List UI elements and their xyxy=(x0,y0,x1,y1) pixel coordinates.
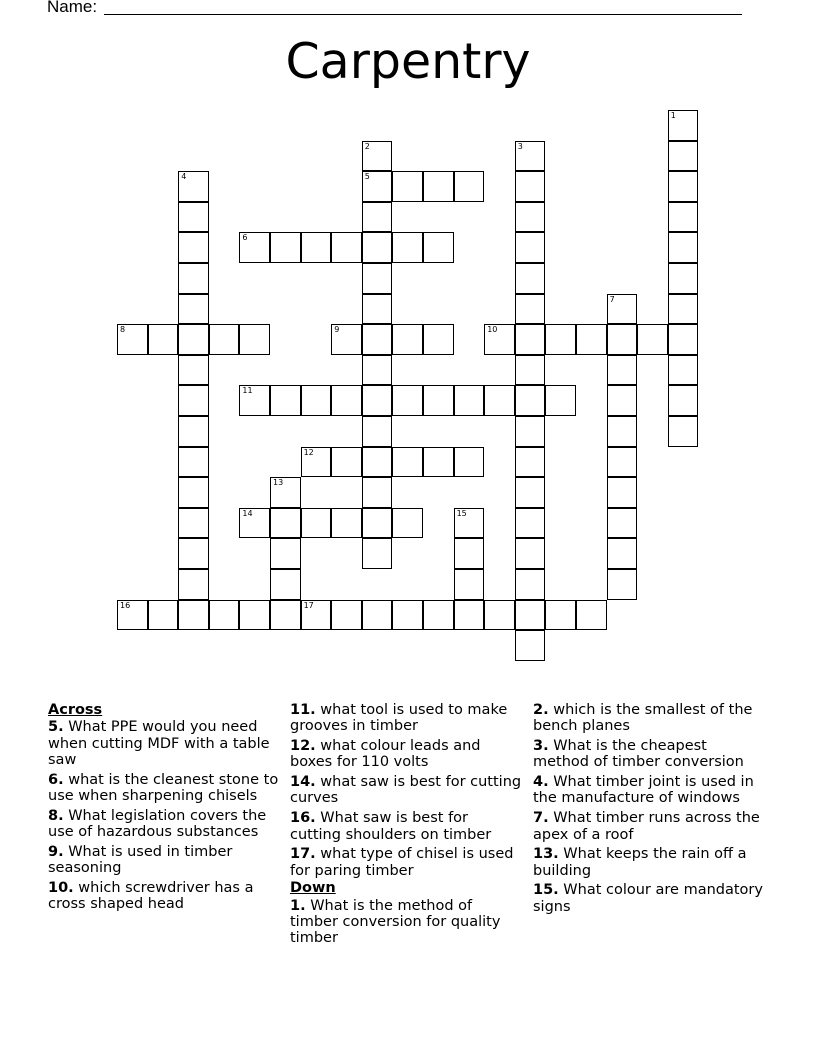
grid-cell[interactable] xyxy=(331,324,362,355)
clue-number: 10. xyxy=(48,879,74,896)
grid-cell[interactable] xyxy=(668,110,699,141)
grid-cell[interactable] xyxy=(515,232,546,263)
grid-cell[interactable] xyxy=(270,385,301,416)
clue-number-label: 1 xyxy=(670,111,676,120)
clue-text: What saw is best for cutting shoulders on timber xyxy=(290,810,492,843)
grid-cell[interactable] xyxy=(362,355,393,386)
grid-cell[interactable] xyxy=(362,202,393,233)
clue-item xyxy=(533,774,765,807)
grid-cell[interactable] xyxy=(607,477,638,508)
grid-cell[interactable] xyxy=(392,171,423,202)
clue-number: 11. xyxy=(290,702,316,718)
grid-cell[interactable] xyxy=(668,355,699,386)
grid-cell[interactable] xyxy=(239,324,270,355)
grid-cell[interactable] xyxy=(668,324,699,355)
grid-cell[interactable] xyxy=(545,600,576,631)
clue-number-label: 11 xyxy=(242,386,253,396)
grid-cell[interactable] xyxy=(423,171,454,202)
clue-number-label: 14 xyxy=(242,508,253,518)
clue-text: what saw is best for cutting curves xyxy=(290,774,522,807)
clue-text: What colour are mandatory signs xyxy=(533,882,763,915)
grid-cell[interactable] xyxy=(668,294,699,325)
clue-item xyxy=(48,772,280,805)
grid-cell[interactable] xyxy=(178,171,209,202)
grid-cell[interactable] xyxy=(178,324,209,355)
grid-cell[interactable] xyxy=(362,324,393,355)
clue-number-label: 9 xyxy=(334,325,340,335)
grid-cell[interactable] xyxy=(178,355,209,386)
grid-cell[interactable] xyxy=(515,141,546,172)
clue-column-3 xyxy=(533,702,765,919)
puzzle-title: Carpentry xyxy=(285,33,531,90)
grid-cell[interactable] xyxy=(362,385,393,416)
grid-cell[interactable] xyxy=(423,232,454,263)
grid-cell[interactable] xyxy=(362,447,393,478)
clue-number: 15. xyxy=(533,882,559,899)
grid-cell[interactable] xyxy=(515,416,546,447)
grid-cell[interactable] xyxy=(668,385,699,416)
grid-cell[interactable] xyxy=(178,263,209,294)
clue-text: What PPE would you need when cutting MDF with a table saw xyxy=(48,719,270,768)
grid-cell[interactable] xyxy=(331,447,362,478)
clue-number: 16. xyxy=(290,810,316,827)
grid-cell[interactable] xyxy=(362,416,393,447)
down-heading: Down xyxy=(290,880,336,897)
grid-cell[interactable] xyxy=(270,569,301,600)
grid-cell[interactable] xyxy=(178,600,209,631)
clue-column-2 xyxy=(290,702,522,950)
clue-text: What legislation covers the use of hazardous substances xyxy=(48,807,267,841)
clue-item xyxy=(290,810,522,843)
grid-cell[interactable] xyxy=(362,141,393,172)
grid-cell[interactable] xyxy=(484,600,515,631)
grid-cell[interactable] xyxy=(515,263,546,294)
clue-item xyxy=(48,808,280,841)
clue-number-label: 6 xyxy=(242,233,248,243)
grid-cell[interactable] xyxy=(392,447,423,478)
grid-cell[interactable] xyxy=(209,324,240,355)
grid-cell[interactable] xyxy=(576,324,607,355)
grid-cell[interactable] xyxy=(331,385,362,416)
grid-cell[interactable] xyxy=(454,600,485,631)
clue-item xyxy=(48,880,280,913)
grid-cell[interactable] xyxy=(637,324,668,355)
grid-cell[interactable] xyxy=(607,538,638,569)
clue-number: 4. xyxy=(533,774,549,791)
clue-number-label: 12 xyxy=(303,447,314,457)
grid-cell[interactable] xyxy=(117,600,148,631)
grid-cell[interactable] xyxy=(362,263,393,294)
grid-cell[interactable] xyxy=(545,385,576,416)
clue-number: 13. xyxy=(533,846,559,863)
clue-number-label: 2 xyxy=(364,141,370,151)
grid-cell[interactable] xyxy=(270,477,301,508)
clue-text: what colour leads and boxes for 110 volts xyxy=(290,738,481,771)
grid-cell[interactable] xyxy=(515,630,546,661)
clue-item xyxy=(533,846,765,879)
grid-cell[interactable] xyxy=(515,171,546,202)
clue-item xyxy=(290,738,522,771)
grid-cell[interactable] xyxy=(392,600,423,631)
grid-cell[interactable] xyxy=(607,447,638,478)
clue-number-label: 3 xyxy=(517,141,523,151)
grid-cell[interactable] xyxy=(270,508,301,539)
grid-cell[interactable] xyxy=(607,569,638,600)
grid-cell[interactable] xyxy=(607,508,638,539)
grid-cell[interactable] xyxy=(668,263,699,294)
clue-text: what type of chisel is used for paring timber xyxy=(290,846,514,879)
clue-number: 8. xyxy=(48,807,64,824)
clue-item xyxy=(290,702,522,735)
grid-cell[interactable] xyxy=(178,447,209,478)
clue-text: What is used in timber seasoning xyxy=(48,843,233,877)
grid-cell[interactable] xyxy=(454,447,485,478)
grid-cell[interactable] xyxy=(362,538,393,569)
grid-cell[interactable] xyxy=(301,232,332,263)
grid-cell[interactable] xyxy=(484,324,515,355)
grid-cell[interactable] xyxy=(515,294,546,325)
grid-cell[interactable] xyxy=(392,508,423,539)
grid-cell[interactable] xyxy=(178,416,209,447)
clue-column-1 xyxy=(48,702,280,916)
grid-cell[interactable] xyxy=(607,355,638,386)
grid-cell[interactable] xyxy=(239,385,270,416)
clue-text: which is the smallest of the bench planes xyxy=(533,702,753,735)
clue-item xyxy=(533,702,765,735)
grid-cell[interactable] xyxy=(454,508,485,539)
grid-cell[interactable] xyxy=(515,538,546,569)
clue-item xyxy=(48,844,280,877)
grid-cell[interactable] xyxy=(392,324,423,355)
grid-cell[interactable] xyxy=(362,477,393,508)
grid-cell[interactable] xyxy=(668,416,699,447)
clue-item xyxy=(290,898,522,947)
grid-cell[interactable] xyxy=(454,569,485,600)
clue-number-label: 13 xyxy=(273,478,284,488)
grid-cell[interactable] xyxy=(545,324,576,355)
grid-cell[interactable] xyxy=(270,538,301,569)
grid-cell[interactable] xyxy=(178,538,209,569)
grid-cell[interactable] xyxy=(668,141,699,172)
clue-number: 5. xyxy=(48,719,64,736)
clue-item xyxy=(290,846,522,879)
grid-cell[interactable] xyxy=(515,569,546,600)
clue-text: What keeps the rain off a building xyxy=(533,846,747,879)
clue-number: 3. xyxy=(533,738,549,755)
clue-number: 6. xyxy=(48,771,64,788)
clue-text: What timber joint is used in the manufacture of windows xyxy=(533,774,754,807)
clue-number-label: 5 xyxy=(364,172,370,182)
clue-number-label: 7 xyxy=(609,294,615,304)
grid-cell[interactable] xyxy=(515,600,546,631)
grid-cell[interactable] xyxy=(148,600,179,631)
grid-cell[interactable] xyxy=(178,385,209,416)
grid-cell[interactable] xyxy=(515,324,546,355)
clue-text: what is the cleanest stone to use when sharpening chisels xyxy=(48,771,279,804)
grid-cell[interactable] xyxy=(392,385,423,416)
clue-number-label: 8 xyxy=(120,325,126,335)
grid-cell[interactable] xyxy=(454,385,485,416)
grid-cell[interactable] xyxy=(270,232,301,263)
grid-cell[interactable] xyxy=(117,324,148,355)
grid-cell[interactable] xyxy=(301,385,332,416)
across-heading: Across xyxy=(48,702,103,718)
clue-number: 7. xyxy=(533,810,549,827)
clue-text: What timber runs across the apex of a roof xyxy=(533,810,760,843)
grid-cell[interactable] xyxy=(178,569,209,600)
grid-cell[interactable] xyxy=(178,294,209,325)
grid-cell[interactable] xyxy=(454,538,485,569)
grid-cell[interactable] xyxy=(178,202,209,233)
clue-number-label: 4 xyxy=(181,172,187,182)
grid-cell[interactable] xyxy=(515,447,546,478)
clue-text: What is the method of timber conversion for quality timber xyxy=(290,897,501,947)
grid-cell[interactable] xyxy=(668,232,699,263)
clue-number: 12. xyxy=(290,738,316,755)
grid-cell[interactable] xyxy=(362,171,393,202)
grid-cell[interactable] xyxy=(607,416,638,447)
grid-cell[interactable] xyxy=(484,385,515,416)
grid-cell[interactable] xyxy=(362,600,393,631)
grid-cell[interactable] xyxy=(515,477,546,508)
grid-cell[interactable] xyxy=(607,294,638,325)
grid-cell[interactable] xyxy=(454,171,485,202)
grid-cell[interactable] xyxy=(362,232,393,263)
clue-number-label: 16 xyxy=(120,600,131,610)
grid-cell[interactable] xyxy=(239,508,270,539)
grid-cell[interactable] xyxy=(423,385,454,416)
clue-number: 9. xyxy=(48,843,64,860)
clue-number-label: 15 xyxy=(456,508,467,518)
clue-number-label: 17 xyxy=(303,600,314,610)
clue-item xyxy=(48,719,280,768)
grid-cell[interactable] xyxy=(576,600,607,631)
grid-cell[interactable] xyxy=(148,324,179,355)
grid-cell[interactable] xyxy=(362,508,393,539)
grid-cell[interactable] xyxy=(423,600,454,631)
grid-cell[interactable] xyxy=(668,171,699,202)
clue-text: what tool is used to make grooves in timber xyxy=(290,702,508,735)
grid-cell[interactable] xyxy=(209,600,240,631)
clue-text: which screwdriver has a cross shaped head xyxy=(48,879,254,913)
grid-cell[interactable] xyxy=(301,508,332,539)
grid-cell[interactable] xyxy=(331,232,362,263)
grid-cell[interactable] xyxy=(239,232,270,263)
grid-cell[interactable] xyxy=(362,294,393,325)
clue-number: 14. xyxy=(290,774,316,791)
grid-cell[interactable] xyxy=(331,600,362,631)
clue-text: What is the cheapest method of timber conversion xyxy=(533,738,744,771)
grid-cell[interactable] xyxy=(178,477,209,508)
grid-cell[interactable] xyxy=(515,508,546,539)
grid-cell[interactable] xyxy=(178,232,209,263)
clue-number: 2. xyxy=(533,702,549,718)
grid-cell[interactable] xyxy=(270,600,301,631)
grid-cell[interactable] xyxy=(239,600,270,631)
clue-item xyxy=(533,810,765,843)
clue-number: 17. xyxy=(290,846,316,863)
grid-cell[interactable] xyxy=(423,324,454,355)
grid-cell[interactable] xyxy=(668,202,699,233)
grid-cell[interactable] xyxy=(178,508,209,539)
clue-item xyxy=(533,882,765,915)
clue-number-label: 10 xyxy=(487,325,498,335)
grid-cell[interactable] xyxy=(607,385,638,416)
grid-cell[interactable] xyxy=(301,447,332,478)
clue-item xyxy=(290,774,522,807)
name-label: Name: xyxy=(47,0,98,16)
grid-cell[interactable] xyxy=(392,232,423,263)
grid-cell[interactable] xyxy=(331,508,362,539)
grid-cell[interactable] xyxy=(515,202,546,233)
grid-cell[interactable] xyxy=(423,447,454,478)
grid-cell[interactable] xyxy=(301,600,332,631)
clue-item xyxy=(533,738,765,771)
grid-cell[interactable] xyxy=(607,324,638,355)
grid-cell[interactable] xyxy=(515,355,546,386)
grid-cell[interactable] xyxy=(515,385,546,416)
clue-number: 1. xyxy=(290,897,306,914)
